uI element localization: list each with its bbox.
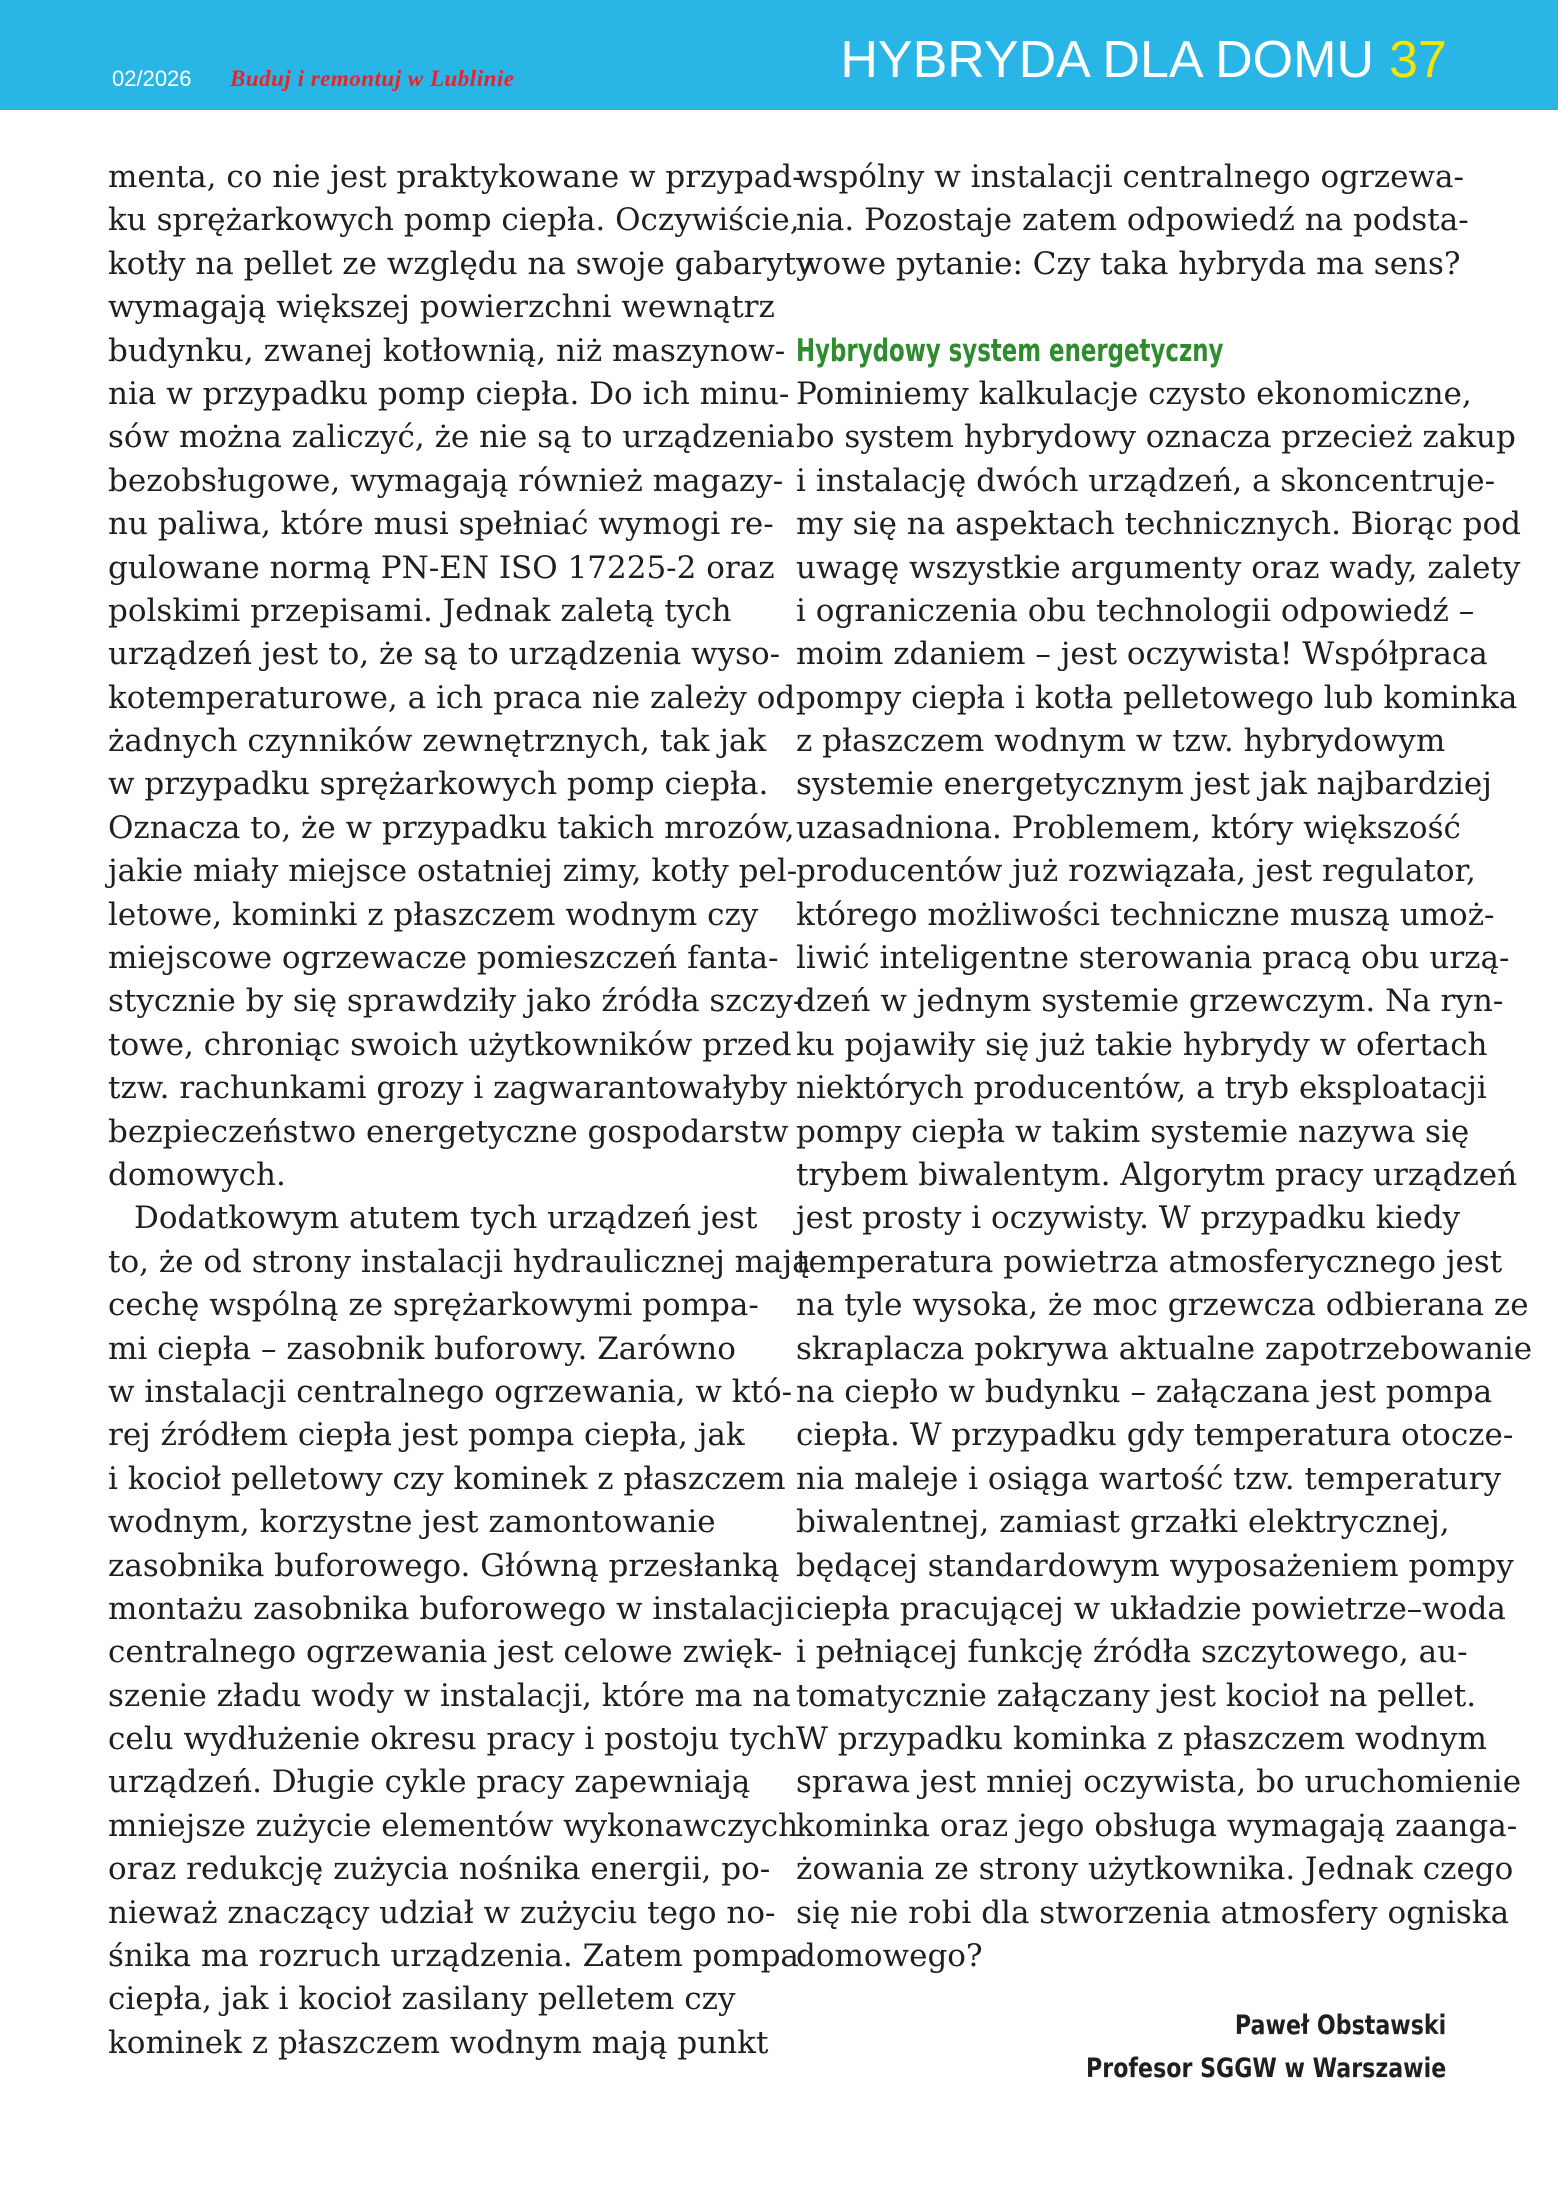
text-line: systemie energetycznym jest jak najbardziej	[796, 766, 1492, 803]
text-line: stycznie by się sprawdziły jako źródła szczy-	[108, 983, 804, 1020]
text-line: zasobnika buforowego. Główną przesłanką	[108, 1547, 780, 1584]
text-line: bo system hybrydowy oznacza przecież zakup	[796, 419, 1516, 456]
text-line: Oznacza to, że w przypadku takich mrozów,	[108, 809, 795, 846]
text-line: gulowane normą PN-EN ISO 17225-2 oraz	[108, 549, 775, 586]
text-line: ciepła pracującej w układzie powietrze–woda	[796, 1590, 1506, 1627]
text-line: nia. Pozostaje zatem odpowiedź na podsta-	[796, 202, 1469, 239]
text-line: nu paliwa, które musi spełniać wymogi re-	[108, 506, 774, 543]
text-line: liwić inteligentne sterowania pracą obu urzą-	[796, 940, 1510, 977]
text-line: my się na aspektach technicznych. Biorąc pod	[796, 506, 1522, 543]
text-line: jakie miały miejsce ostatniej zimy, kotły pel-	[108, 853, 798, 890]
text-line: nia maleje i osiąga wartość tzw. temperatury	[796, 1460, 1501, 1497]
text-line: bezpieczeństwo energetyczne gospodarstw	[108, 1113, 789, 1150]
text-line: ciepła. W przypadku gdy temperatura otocze-	[796, 1417, 1514, 1454]
text-line: będącej standardowym wyposażeniem pompy	[796, 1547, 1514, 1584]
text-line: mi ciepła – zasobnik buforowy. Zarówno	[108, 1330, 736, 1367]
subheading: Hybrydowy system energetyczny	[796, 332, 1224, 369]
text-line: pompy ciepła i kotła pelletowego lub kominka	[796, 679, 1518, 716]
text-line: montażu zasobnika buforowego w instalacji	[108, 1590, 795, 1627]
magazine-name: Buduj i remontuj w Lublinie	[230, 66, 515, 91]
text-line: którego możliwości techniczne muszą umoż-	[796, 896, 1495, 933]
text-line: bezobsługowe, wymagają również magazy-	[108, 462, 784, 499]
text-line: centralnego ogrzewania jest celowe zwięk-	[108, 1634, 783, 1671]
text-line: towe, chroniąc swoich użytkowników przed	[108, 1026, 792, 1063]
article-column-right	[796, 156, 1533, 1978]
text-line: żowania ze strony użytkownika. Jednak czego	[796, 1851, 1514, 1888]
issue-date: 02/2026	[112, 66, 192, 91]
section-title: HYBRYDA DLA DOMU	[840, 31, 1374, 89]
text-line: urządzeń. Długie cykle pracy zapewniają	[108, 1764, 751, 1801]
text-line: jest prosty i oczywisty. W przypadku kiedy	[796, 1200, 1461, 1237]
text-line: sów można zaliczyć, że nie są to urządzenia	[108, 419, 795, 456]
text-line: polskimi przepisami. Jednak zaletą tych	[108, 592, 732, 629]
text-line: w instalacji centralnego ogrzewania, w któ-	[108, 1373, 793, 1410]
text-line: tomatycznie załączany jest kocioł na pellet.	[796, 1677, 1477, 1714]
text-line: temperatura powietrza atmosferycznego jest	[796, 1243, 1503, 1280]
text-line: nia w przypadku pomp ciepła. Do ich minu-	[108, 375, 790, 412]
text-line: celu wydłużenie okresu pracy i postoju tych	[108, 1721, 797, 1758]
text-line: letowe, kominki z płaszczem wodnym czy	[108, 896, 759, 933]
right-column-body	[796, 373, 1533, 1978]
text-line: w przypadku sprężarkowych pomp ciepła.	[108, 766, 769, 803]
text-line: Dodatkowym atutem tych urządzeń jest	[134, 1200, 758, 1237]
page-header	[0, 0, 1558, 110]
text-line: wspólny w instalacji centralnego ogrzewa-	[796, 159, 1464, 195]
text-line: dzeń w jednym systemie grzewczym. Na ryn-	[796, 983, 1504, 1020]
text-line: tzw. rachunkami grozy i zagwarantowałyby	[108, 1070, 788, 1107]
text-line: i ograniczenia obu technologii odpowiedź –	[796, 592, 1475, 629]
text-line: domowego?	[796, 1938, 983, 1975]
text-line: ku sprężarkowych pomp ciepła. Oczywiście,	[108, 202, 800, 239]
text-line: ku pojawiły się już takie hybrydy w ofertach	[796, 1026, 1488, 1063]
text-line: skraplacza pokrywa aktualne zapotrzebowanie	[796, 1330, 1533, 1367]
author-affiliation: Profesor SGGW w Warszawie	[1085, 2053, 1446, 2084]
text-line: na ciepło w budynku – załączana jest pompa	[796, 1373, 1493, 1410]
author-name: Paweł Obstawski	[1234, 2010, 1446, 2041]
text-line: pompy ciepła w takim systemie nazywa się	[796, 1113, 1470, 1150]
text-line: W przypadku kominka z płaszczem wodnym	[796, 1721, 1487, 1758]
text-line: miejscowe ogrzewacze pomieszczeń fanta-	[108, 940, 779, 977]
text-line: cechę wspólną ze sprężarkowymi pompa-	[108, 1287, 759, 1324]
text-line: wymagają większej powierzchni wewnątrz	[108, 289, 775, 326]
text-line: menta, co nie jest praktykowane w przypad-	[108, 159, 803, 195]
text-line: kotły na pellet ze względu na swoje gabaryty	[108, 245, 814, 282]
text-line: wodnym, korzystne jest zamontowanie	[108, 1504, 716, 1541]
text-line: domowych.	[108, 1156, 286, 1193]
text-line: się nie robi dla stworzenia atmosfery ogniska	[796, 1894, 1510, 1931]
text-line: szenie zładu wody w instalacji, które ma na	[108, 1677, 791, 1714]
text-line: rej źródłem ciepła jest pompa ciepła, jak	[108, 1417, 745, 1454]
text-line: oraz redukcję zużycia nośnika energii, po-	[108, 1851, 771, 1888]
text-line: kominka oraz jego obsługa wymagają zaanga-	[796, 1807, 1518, 1844]
text-line: to, że od strony instalacji hydraulicznej mają	[108, 1243, 811, 1280]
author-signature	[1007, 2004, 1446, 2090]
text-line: sprawa jest mniej oczywista, bo uruchomienie	[796, 1764, 1522, 1801]
text-line: producentów już rozwiązała, jest regulator,	[796, 853, 1476, 890]
text-line: i pełniącej funkcję źródła szczytowego, au-	[796, 1634, 1468, 1671]
text-line: moim zdaniem – jest oczywista! Współpraca	[796, 636, 1488, 673]
right-column-intro	[796, 156, 1469, 286]
text-line: śnika ma rozruch urządzenia. Zatem pompa	[108, 1938, 799, 1975]
text-line: niektórych producentów, a tryb eksploatacji	[796, 1070, 1487, 1107]
article-column-left	[108, 156, 814, 2065]
text-line: żadnych czynników zewnętrznych, tak jak	[108, 723, 767, 760]
text-line: kominek z płaszczem wodnym mają punkt	[108, 2024, 769, 2061]
text-line: na tyle wysoka, że moc grzewcza odbierana ze	[796, 1287, 1529, 1324]
text-line: kotemperaturowe, a ich praca nie zależy od	[108, 679, 796, 716]
text-line: z płaszczem wodnym w tzw. hybrydowym	[796, 723, 1446, 760]
page-number: 37	[1389, 31, 1447, 89]
text-line: urządzeń jest to, że są to urządzenia wyso-	[108, 636, 781, 673]
text-line: biwalentnej, zamiast grzałki elektrycznej,	[796, 1504, 1450, 1541]
text-line: ciepła, jak i kocioł zasilany pelletem czy	[108, 1981, 736, 2018]
text-line: wowe pytanie: Czy taka hybryda ma sens?	[796, 245, 1461, 282]
text-line: uwagę wszystkie argumenty oraz wady, zalety	[796, 549, 1521, 586]
text-line: Pominiemy kalkulacje czysto ekonomiczne,	[796, 375, 1472, 412]
text-line: nieważ znaczący udział w zużyciu tego no-	[108, 1894, 776, 1931]
text-line: uzasadniona. Problemem, który większość	[796, 809, 1461, 846]
text-line: budynku, zwanej kotłownią, niż maszynow-	[108, 332, 786, 369]
text-line: i kocioł pelletowy czy kominek z płaszczem	[108, 1460, 786, 1497]
text-line: i instalację dwóch urządzeń, a skoncentruje-	[796, 462, 1496, 499]
text-line: mniejsze zużycie elementów wykonawczych	[108, 1807, 799, 1844]
text-line: trybem biwalentym. Algorytm pracy urządzeń	[796, 1156, 1518, 1193]
